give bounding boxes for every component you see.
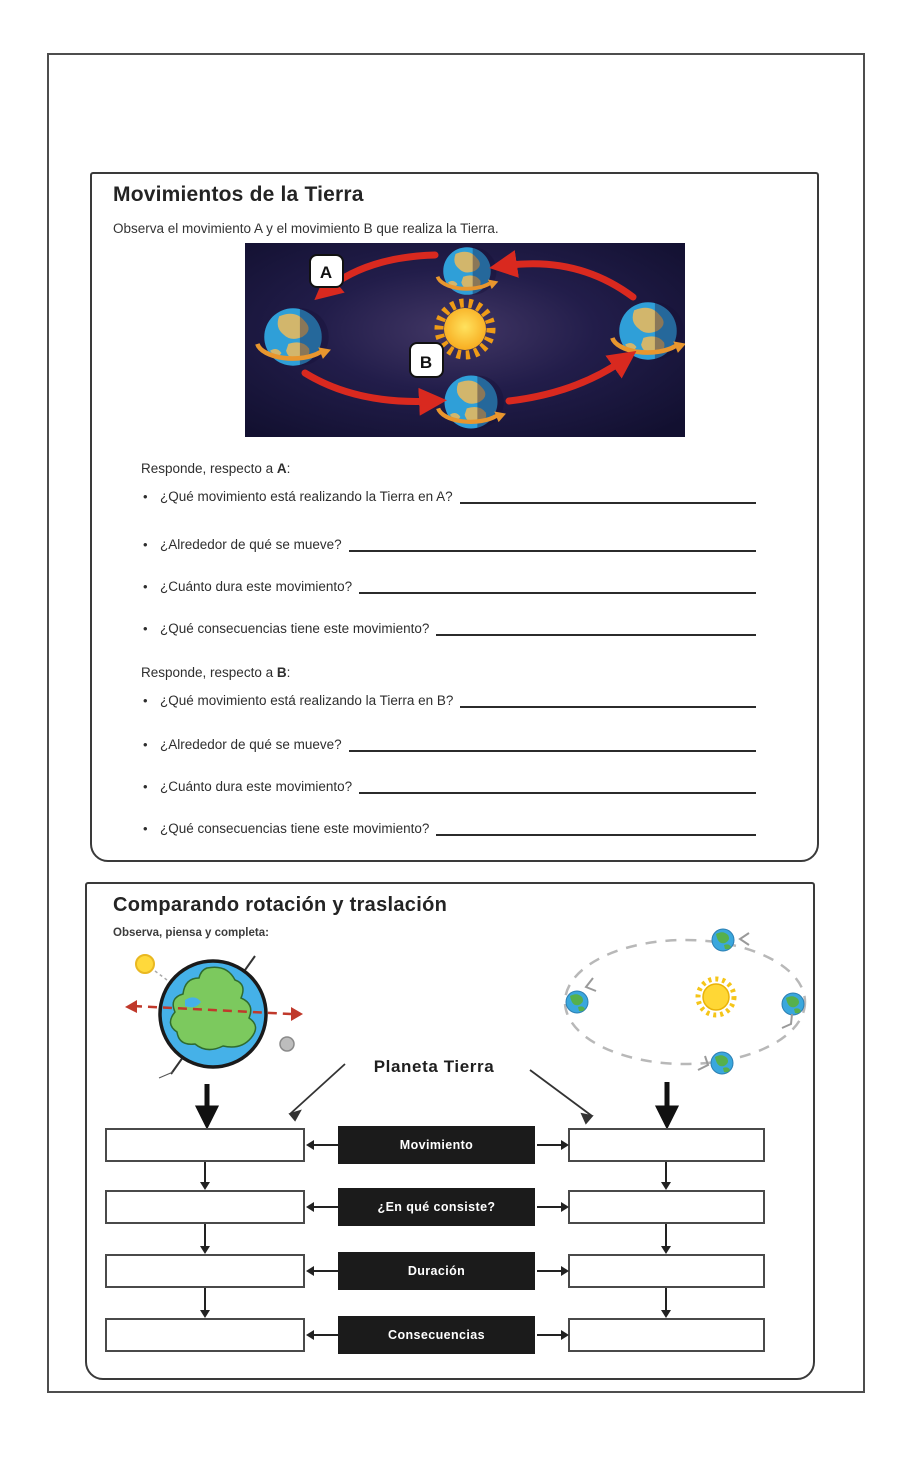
question-row (143, 779, 756, 794)
right-arrow-icon (561, 1140, 569, 1150)
thick-down-arrowhead-right-icon (659, 1108, 675, 1124)
right-arrow-icon (561, 1330, 569, 1340)
bullet-icon: • (143, 537, 148, 552)
bullet-icon: • (143, 489, 148, 504)
question-row (143, 621, 756, 636)
section1-title: Movimientos de la Tierra (113, 183, 364, 206)
down-connector (665, 1162, 667, 1182)
bullet-icon: • (143, 621, 148, 636)
bullet-icon: • (143, 779, 148, 794)
down-connector (204, 1162, 206, 1182)
answer-line-b3[interactable] (359, 780, 756, 794)
row-label-movimiento: Movimiento (338, 1126, 535, 1164)
row-label-consiste: ¿En qué consiste? (338, 1188, 535, 1226)
small-sun-icon (136, 955, 154, 973)
answer-line-a1[interactable] (460, 490, 756, 504)
question-a3: ¿Cuánto dura este movimiento? (160, 579, 353, 594)
question-row (143, 579, 756, 594)
section2-subtitle: Observa, piensa y completa: (113, 927, 269, 939)
diagonal-arrowhead-right-icon (582, 1114, 592, 1123)
right-arrow-icon (561, 1202, 569, 1212)
section1-subtitle: Observa el movimiento A y el movimiento B que realiza la Tierra. (113, 221, 499, 236)
arrow-line (313, 1334, 338, 1336)
diagonal-arrow-right (530, 1070, 592, 1116)
down-connector (665, 1288, 667, 1310)
bullet-icon: • (143, 693, 148, 708)
prompt-respecto-b: Responde, respecto a B: (141, 665, 291, 680)
question-row (143, 737, 756, 752)
bullet-icon: • (143, 821, 148, 836)
question-b4: ¿Qué consecuencias tiene este movimiento? (160, 821, 430, 836)
answer-line-a2[interactable] (349, 538, 756, 552)
answer-line-b1[interactable] (460, 694, 756, 708)
question-row (143, 489, 756, 504)
arrow-line (313, 1270, 338, 1272)
question-row (143, 537, 756, 552)
answer-box-right-duracion[interactable] (568, 1254, 765, 1288)
down-arrow-icon (661, 1246, 671, 1254)
prompt-respecto-a: Responde, respecto a A: (141, 461, 291, 476)
answer-box-left-consiste[interactable] (105, 1190, 305, 1224)
sun-icon (698, 979, 734, 1015)
earth-orbit-sun-image (245, 243, 685, 437)
thick-down-arrowhead-left-icon (199, 1108, 215, 1124)
question-b1: ¿Qué movimiento está realizando la Tierra en B? (160, 693, 454, 708)
answer-line-a3[interactable] (359, 580, 756, 594)
bullet-icon: • (143, 737, 148, 752)
arrow-line (313, 1206, 338, 1208)
arrow-line (313, 1144, 338, 1146)
question-a1: ¿Qué movimiento está realizando la Tierra en A? (160, 489, 453, 504)
connector-arrows (100, 1048, 800, 1130)
answer-box-right-consecuencias[interactable] (568, 1318, 765, 1352)
right-arrow-icon (561, 1266, 569, 1276)
answer-box-right-consiste[interactable] (568, 1190, 765, 1224)
label-a-badge (310, 255, 343, 287)
down-connector (204, 1288, 206, 1310)
label-b-badge (410, 343, 443, 377)
planeta-tierra-label: Planeta Tierra (373, 1057, 495, 1076)
question-row (143, 821, 756, 836)
diagonal-arrow-left (290, 1064, 345, 1114)
down-arrow-icon (661, 1310, 671, 1318)
answer-line-b4[interactable] (436, 822, 756, 836)
question-row (143, 693, 756, 708)
question-b2: ¿Alrededor de qué se mueve? (160, 737, 342, 752)
down-arrow-icon (200, 1246, 210, 1254)
down-connector (204, 1224, 206, 1246)
answer-box-left-duracion[interactable] (105, 1254, 305, 1288)
bullet-icon: • (143, 579, 148, 594)
arrow-line (537, 1334, 562, 1336)
arrow-line (537, 1270, 562, 1272)
label-a-text: A (319, 263, 333, 282)
row-label-duracion: Duración (338, 1252, 535, 1290)
label-b-text: B (419, 353, 433, 372)
down-arrow-icon (661, 1182, 671, 1190)
answer-box-left-movimiento[interactable] (105, 1128, 305, 1162)
answer-box-left-consecuencias[interactable] (105, 1318, 305, 1352)
orbit-earth-top-icon (712, 929, 734, 951)
arrow-line (537, 1144, 562, 1146)
answer-line-b2[interactable] (349, 738, 756, 752)
question-b3: ¿Cuánto dura este movimiento? (160, 779, 353, 794)
orbit-earth-left-icon (566, 991, 588, 1013)
orbit-ellipse-dashed (565, 940, 805, 1064)
down-arrow-icon (200, 1182, 210, 1190)
arrow-line (537, 1206, 562, 1208)
answer-box-right-movimiento[interactable] (568, 1128, 765, 1162)
question-a2: ¿Alrededor de qué se mueve? (160, 537, 342, 552)
orbit-earth-right-icon (782, 993, 804, 1015)
section2-title: Comparando rotación y traslación (113, 894, 448, 916)
space-diagram-svg (245, 243, 685, 437)
down-connector (665, 1224, 667, 1246)
down-arrow-icon (200, 1310, 210, 1318)
row-label-consecuencias: Consecuencias (338, 1316, 535, 1354)
answer-line-a4[interactable] (436, 622, 756, 636)
question-a4: ¿Qué consecuencias tiene este movimiento? (160, 621, 430, 636)
